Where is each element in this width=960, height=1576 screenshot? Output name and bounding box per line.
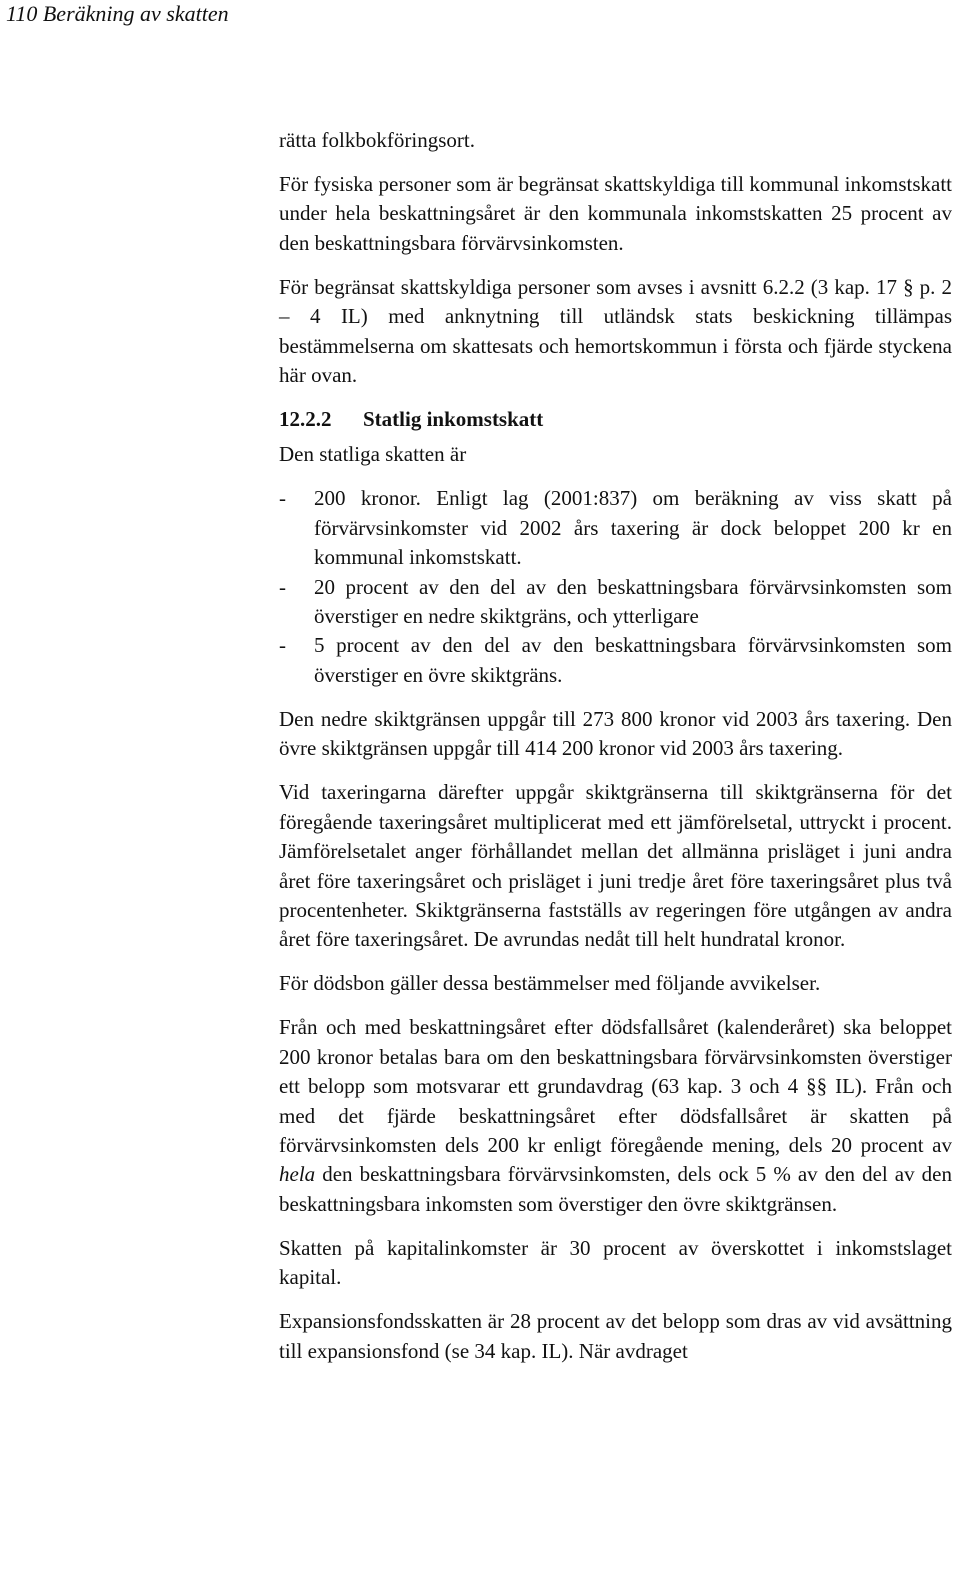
paragraph: Vid taxeringarna därefter uppgår skiktgränserna till skiktgränserna för det föregående taxeringsåret multiplicerat med ett jämförelsetal, uttryckt i procent. Jämförelsetalet anger förhållandet mellan det allmänna prisläget i juni andra året före taxeringsåret och prisläget i juni tredje året före taxeringsåret plus två procentenheter. Skiktgränserna fastställs av regeringen före utgången av andra året före taxeringsåret. De avrundas nedåt till helt hundratal kronor.	[279, 780, 952, 952]
paragraph-intro: Den statliga skatten är	[279, 442, 467, 467]
list-item: - 5 procent av den del av den beskattningsbara förvärvsinkomsten som överstiger en övre skiktgräns.	[279, 633, 952, 687]
emphasis: hela	[279, 1162, 316, 1187]
page-body	[279, 126, 952, 1381]
list-item: - 200 kronor. Enligt lag (2001:837) om beräkning av viss skatt på förvärvsinkomster vid 2002 års taxering är dock beloppet 200 kr en kommunal inkomstskatt.	[279, 486, 952, 570]
dash-bullet: -	[279, 633, 286, 658]
paragraph-estate: Från och med beskattningsåret efter dödsfallsåret (kalenderåret) ska beloppet 200 kronor betalas bara om den beskattningsbara förvärvsinkomsten överstiger ett belopp som motsvarar ett grundavdrag (63 kap. 3 och 4 §§ IL). Från och med det fjärde beskattningsåret efter dödsfallsåret är skatten på förvärvsinkomsten dels 200 kr enligt föregående mening, dels 20 procent av hela den beskattningsbara förvärvsinkomsten, dels ock 5 % av den del av den beskattningsbara inkomsten som överstiger den övre skiktgränsen.	[279, 1015, 952, 1216]
paragraph: Expansionsfondsskatten är 28 procent av det belopp som dras av vid avsättning till expansionsfond (se 34 kap. IL). När avdraget	[279, 1309, 952, 1363]
section-title: Statlig inkomstskatt	[363, 407, 544, 432]
paragraph: Skatten på kapitalinkomster är 30 procent av överskottet i inkomstslaget kapital.	[279, 1235, 952, 1290]
running-head: 110 Beräkning av skatten	[6, 1, 229, 26]
paragraph: För fysiska personer som är begränsat skattskyldiga till kommunal inkomstskatt under hela beskattningsåret är den kommunala inkomstskatten 25 procent av den beskattningsbara förvärvsinkomsten.	[279, 172, 952, 255]
paragraph: rätta folkbokföringsort.	[279, 128, 475, 152]
dash-bullet: -	[279, 486, 286, 511]
section-number: 12.2.2	[279, 407, 332, 432]
section-heading	[279, 405, 952, 434]
list-item: - 20 procent av den del av den beskattningsbara förvärvsinkomsten som överstiger en nedre skiktgräns, och ytterligare	[279, 574, 952, 629]
dash-bullet: -	[279, 574, 286, 599]
paragraph: För begränsat skattskyldiga personer som avses i avsnitt 6.2.2 (3 kap. 17 § p. 2 – 4 IL) med anknytning till utländsk stats beskickning tillämpas bestämmelserna om skattesats och hemortskommun i första och fjärde styckena här ovan.	[279, 274, 952, 388]
paragraph: Den nedre skiktgränsen uppgår till 273 800 kronor vid 2003 års taxering. Den övre skiktgränsen uppgår till 414 200 kronor vid 2003 års taxering.	[279, 706, 952, 761]
dash-list	[279, 484, 952, 690]
paragraph: För dödsbon gäller dessa bestämmelser med följande avvikelser.	[279, 971, 821, 996]
